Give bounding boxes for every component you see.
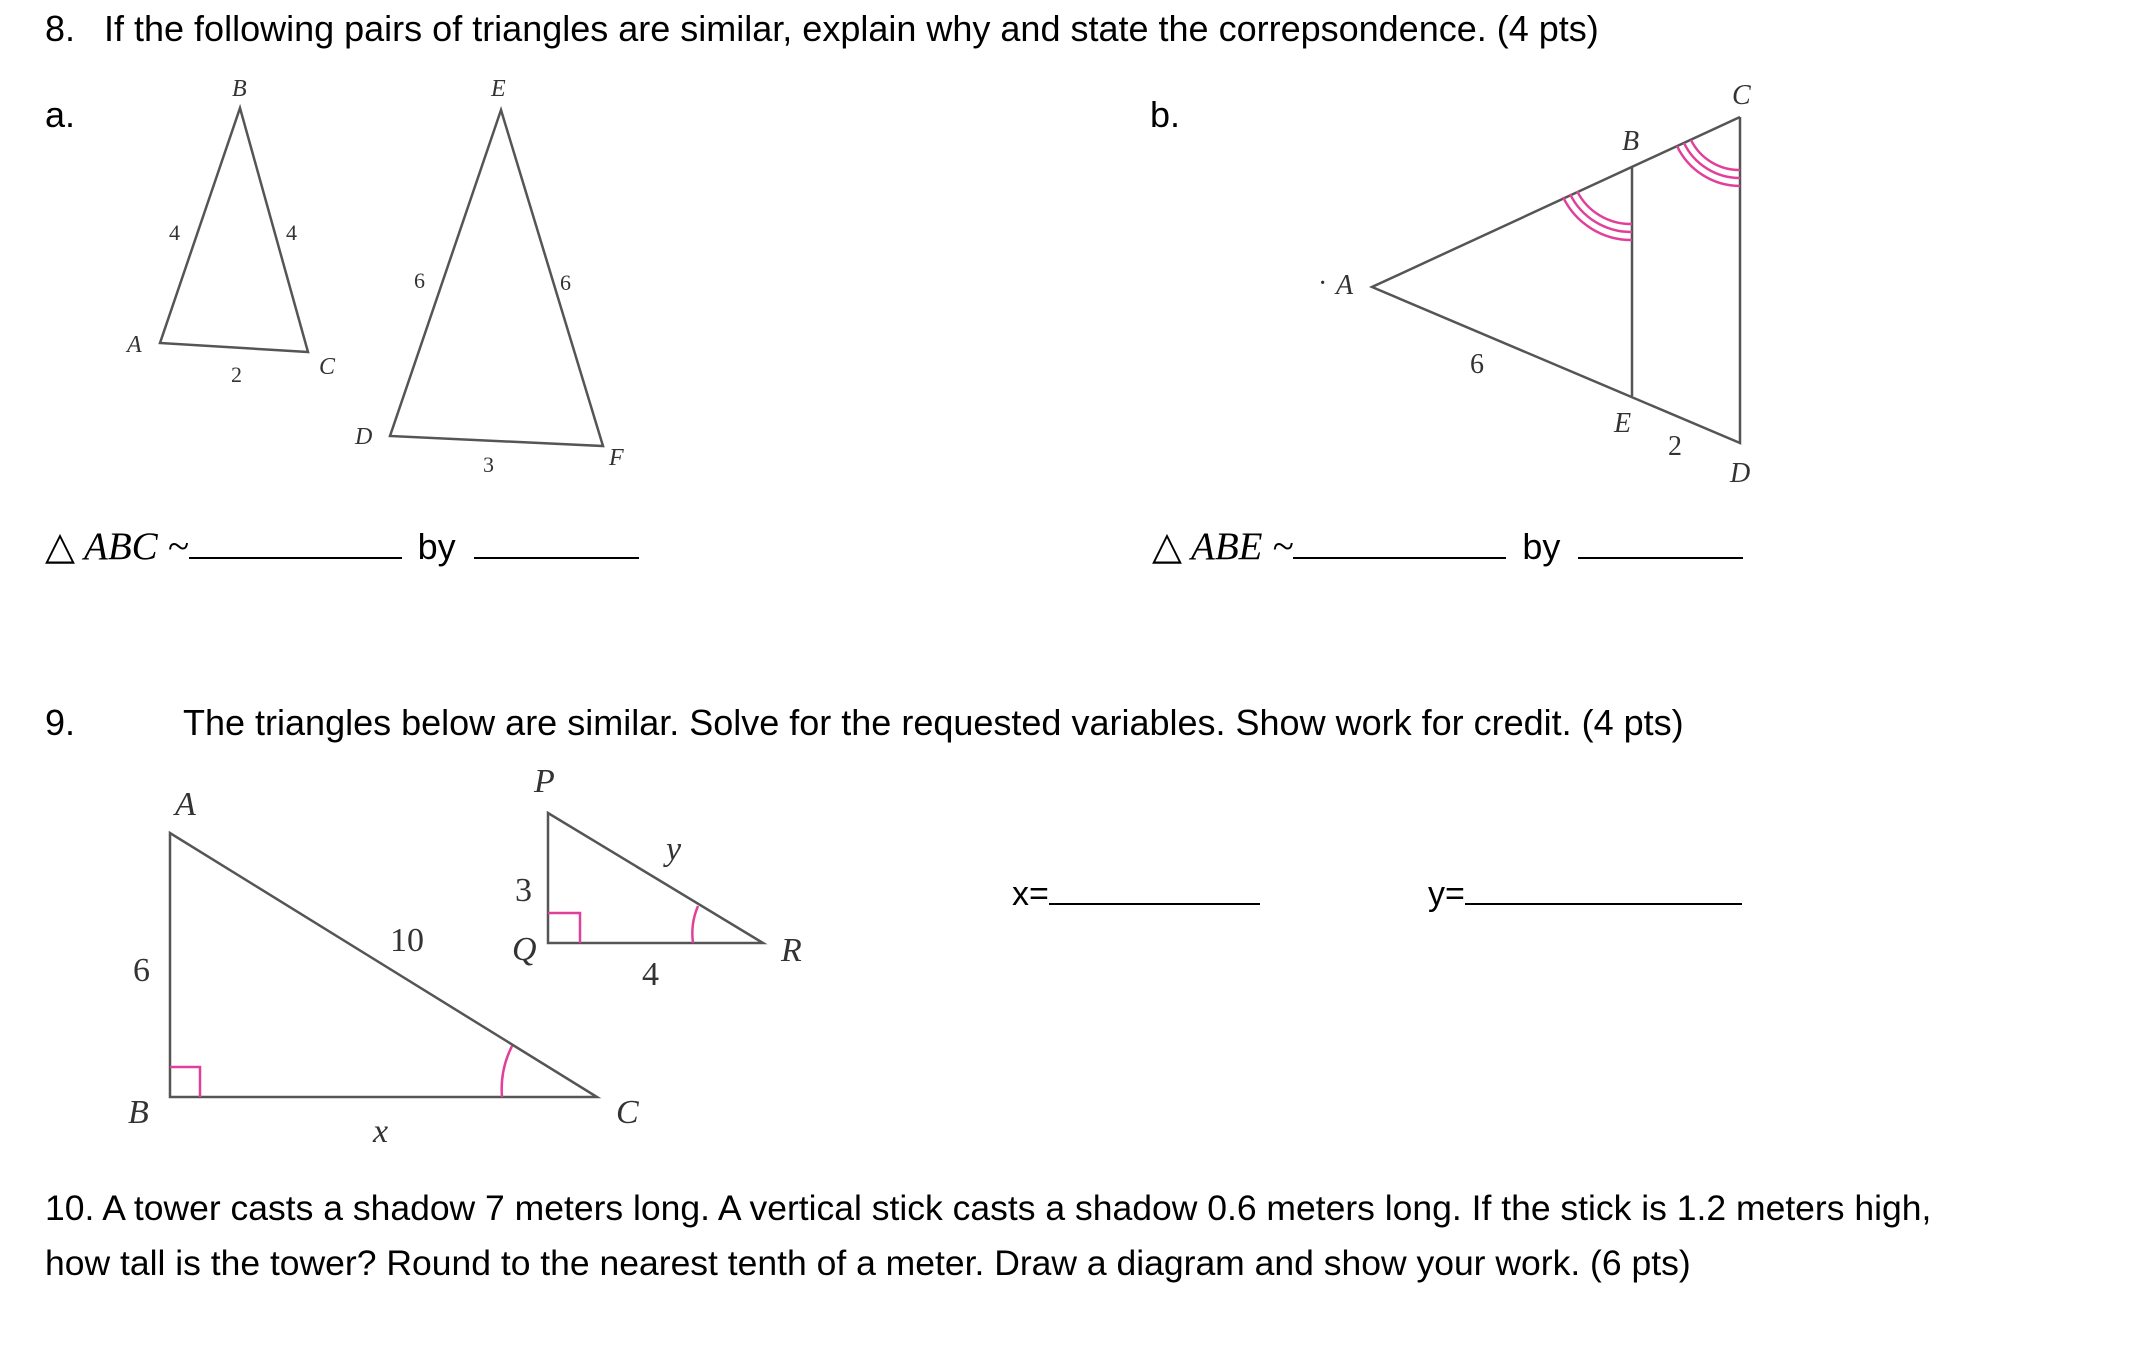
angle-mark-r xyxy=(692,906,698,943)
side-bc-label: 4 xyxy=(286,220,297,245)
vertex-d-label: D xyxy=(355,424,373,450)
vertex-a-label: A xyxy=(1336,270,1354,301)
vertex-c-label: C xyxy=(616,1094,639,1131)
x-label: x= xyxy=(1012,875,1049,913)
q8b-label: b. xyxy=(1150,94,1181,135)
side-ed-label: 2 xyxy=(1668,431,1682,462)
x-answer-blank[interactable] xyxy=(1049,903,1260,905)
angle-mark-c xyxy=(502,1046,512,1097)
vertex-c-label: C xyxy=(319,354,336,380)
q9-number: 9. xyxy=(45,702,76,743)
side-ae-label: 6 xyxy=(1470,349,1484,380)
vertex-a-label: A xyxy=(127,332,142,358)
vertex-b-label: B xyxy=(128,1094,149,1131)
q9-y-answer xyxy=(1428,877,1742,911)
q9-prompt: The triangles below are similar. Solve for the requested variables. Show work for credit. (4 pts) xyxy=(183,702,1684,743)
q8a-by-label: by xyxy=(417,526,456,567)
vertex-a-label: A xyxy=(175,786,196,823)
side-ac-label: 10 xyxy=(390,922,424,959)
q9-x-answer xyxy=(1012,877,1260,911)
q8-number: 8. xyxy=(45,8,76,49)
vertex-r-label: R xyxy=(781,932,802,969)
side-bc-label: x xyxy=(373,1113,389,1150)
side-ab-label: 4 xyxy=(169,220,180,245)
q8a-correspondence-prefix: △ ABC ~ xyxy=(45,525,189,568)
q8b-correspondence-prefix: △ ABE ~ xyxy=(1152,525,1294,568)
right-angle-mark-q xyxy=(548,913,580,943)
vertex-f-label: F xyxy=(609,445,624,471)
side-de-label: 6 xyxy=(414,268,425,293)
side-ef-label: 6 xyxy=(560,270,571,295)
point-mark: · xyxy=(1318,268,1328,299)
side-ac-label: 2 xyxy=(231,362,242,387)
q10-prompt-line1: 10. A tower casts a shadow 7 meters long. A vertical stick casts a shadow 0.6 meters long. If the stick is 1.2 meters high, xyxy=(45,1188,1932,1228)
right-angle-mark-b xyxy=(170,1067,200,1097)
vertex-c-label: C xyxy=(1732,80,1751,111)
vertex-d-label: D xyxy=(1730,458,1751,489)
q8b-by-label: by xyxy=(1522,526,1561,567)
side-ab-label: 6 xyxy=(133,952,150,989)
side-pq-label: 3 xyxy=(515,872,532,909)
vertex-b-label: B xyxy=(1622,126,1640,157)
vertex-e-label: E xyxy=(491,76,506,102)
q8-prompt: If the following pairs of triangles are similar, explain why and state the correpsondence. (4 pts) xyxy=(104,8,1599,49)
vertex-b-label: B xyxy=(232,76,247,102)
side-df-label: 3 xyxy=(483,452,494,477)
vertex-p-label: P xyxy=(534,763,555,800)
y-label: y= xyxy=(1428,875,1465,913)
y-answer-blank[interactable] xyxy=(1465,903,1742,905)
vertex-e-label: E xyxy=(1614,408,1632,439)
side-pr-label: y xyxy=(666,831,682,868)
q10-prompt-line2: how tall is the tower? Round to the nearest tenth of a meter. Draw a diagram and show your work. (6 pts) xyxy=(45,1243,1691,1283)
vertex-q-label: Q xyxy=(512,931,537,968)
q8a-label: a. xyxy=(45,94,76,135)
side-qr-label: 4 xyxy=(642,956,659,993)
